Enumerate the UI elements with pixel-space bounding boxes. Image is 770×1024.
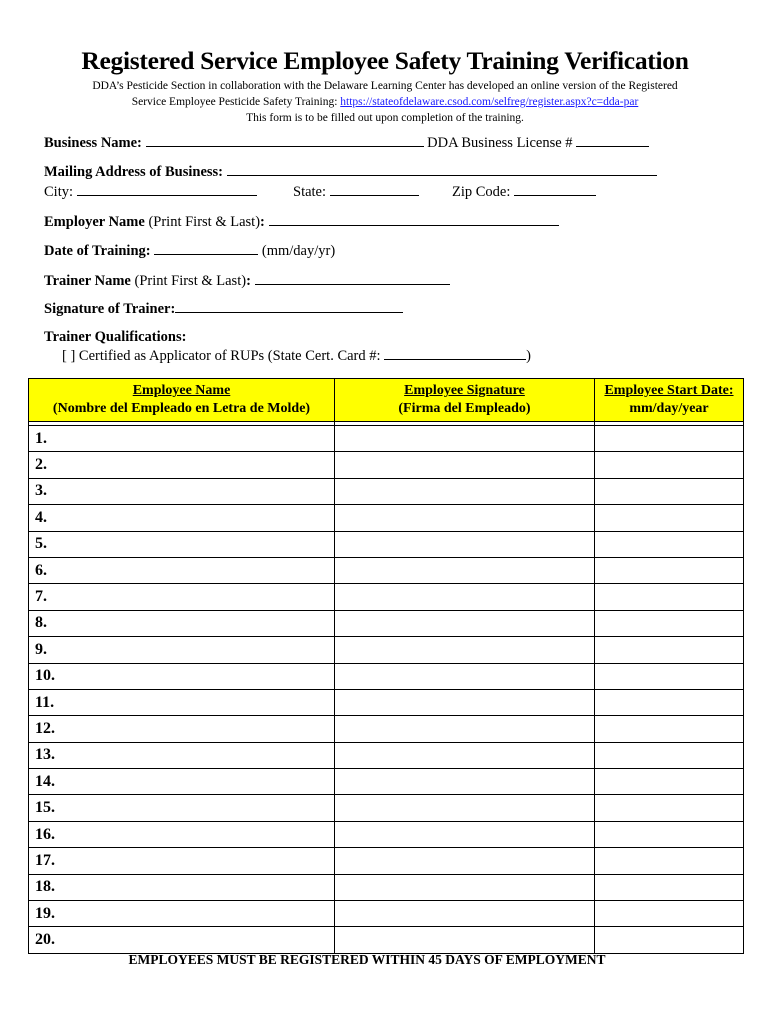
table-header-row <box>29 379 744 422</box>
mailing-address-row <box>44 163 657 181</box>
employee-signature-cell[interactable] <box>335 795 595 821</box>
employee-name-cell[interactable]: 14. <box>29 769 335 795</box>
mailing-address-field[interactable] <box>227 163 657 176</box>
employee-start-date-cell[interactable] <box>595 531 744 557</box>
employer-colon: : <box>260 214 265 230</box>
employee-name-cell[interactable]: 2. <box>29 452 335 478</box>
employee-signature-header <box>335 379 595 422</box>
employee-name-cell[interactable]: 9. <box>29 637 335 663</box>
employee-name-cell[interactable]: 15. <box>29 795 335 821</box>
employee-start-date-cell[interactable] <box>595 557 744 583</box>
business-name-label: Business Name: <box>44 135 142 151</box>
table-row <box>29 848 744 874</box>
employee-signature-cell[interactable] <box>335 426 595 452</box>
employee-start-date-cell[interactable] <box>595 610 744 636</box>
table-row <box>29 927 744 953</box>
signature-field[interactable] <box>175 300 403 313</box>
footer-notice: EMPLOYEES MUST BE REGISTERED WITHIN 45 DAYS OF EMPLOYMENT <box>128 952 606 967</box>
employee-start-date-cell[interactable] <box>595 716 744 742</box>
employee-start-date-cell[interactable] <box>595 584 744 610</box>
table-row <box>29 584 744 610</box>
employee-start-date-cell[interactable] <box>595 874 744 900</box>
employee-signature-cell[interactable] <box>335 452 595 478</box>
table-row <box>29 663 744 689</box>
state-label: State: <box>293 184 327 200</box>
registration-link[interactable]: https://stateofdelaware.csod.com/selfreg/register.aspx?c=dda-par <box>340 96 639 108</box>
qualifications-label: Trainer Qualifications: <box>44 329 187 345</box>
employee-start-date-cell[interactable] <box>595 689 744 715</box>
license-label: DDA Business License # <box>427 135 573 151</box>
employee-signature-cell[interactable] <box>335 769 595 795</box>
trainer-label: Trainer Name <box>44 273 131 289</box>
intro-line-1: DDA’s Pesticide Section in collaboration with the Delaware Learning Center has developed an online version of the Registered <box>92 80 678 92</box>
signature-row <box>44 300 403 318</box>
employee-start-date-cell[interactable] <box>595 769 744 795</box>
table-row <box>29 505 744 531</box>
employee-signature-cell[interactable] <box>335 478 595 504</box>
employee-name-cell[interactable]: 16. <box>29 821 335 847</box>
employee-name-cell[interactable]: 17. <box>29 848 335 874</box>
table-row <box>29 874 744 900</box>
zip-label: Zip Code: <box>452 184 511 200</box>
city-field[interactable] <box>77 183 257 196</box>
employee-name-cell[interactable]: 20. <box>29 927 335 953</box>
employee-signature-cell[interactable] <box>335 742 595 768</box>
employee-name-cell[interactable]: 13. <box>29 742 335 768</box>
employee-start-date-cell[interactable] <box>595 742 744 768</box>
date-label: Date of Training: <box>44 243 151 259</box>
employee-start-date-header-line1: Employee Start Date: <box>604 383 734 398</box>
employee-start-date-header <box>595 379 744 422</box>
employee-name-cell[interactable]: 18. <box>29 874 335 900</box>
employee-start-date-cell[interactable] <box>595 901 744 927</box>
employee-signature-cell[interactable] <box>335 901 595 927</box>
roster-body <box>29 422 744 954</box>
table-row <box>29 689 744 715</box>
employee-signature-cell[interactable] <box>335 927 595 953</box>
table-row <box>29 637 744 663</box>
date-row <box>44 242 335 260</box>
intro-line-3: This form is to be filled out upon completion of the training. <box>246 112 524 124</box>
employee-signature-cell[interactable] <box>335 637 595 663</box>
intro-text <box>0 78 770 126</box>
city-label: City: <box>44 184 74 200</box>
signature-label: Signature of Trainer: <box>44 301 176 317</box>
employee-signature-cell[interactable] <box>335 505 595 531</box>
employee-signature-cell[interactable] <box>335 716 595 742</box>
intro-line-2 <box>0 94 770 110</box>
table-row <box>29 716 744 742</box>
page-title: Registered Service Employee Safety Training Verification <box>81 46 689 75</box>
city-row <box>44 183 257 201</box>
employee-signature-cell[interactable] <box>335 663 595 689</box>
table-row <box>29 557 744 583</box>
certified-row <box>62 347 531 365</box>
employee-start-date-cell[interactable] <box>595 663 744 689</box>
table-row <box>29 426 744 452</box>
employee-start-date-header-line2: mm/day/year <box>629 401 709 416</box>
employee-start-date-cell[interactable] <box>595 426 744 452</box>
employee-start-date-cell[interactable] <box>595 452 744 478</box>
trainer-name-field[interactable] <box>255 272 450 285</box>
employer-label: Employer Name <box>44 214 145 230</box>
employee-roster-table <box>28 378 744 954</box>
mailing-address-label: Mailing Address of Business: <box>44 164 224 180</box>
date-format-hint: (mm/day/yr) <box>261 243 336 259</box>
employee-name-cell[interactable]: 19. <box>29 901 335 927</box>
employee-name-cell[interactable]: 6. <box>29 557 335 583</box>
employee-start-date-cell[interactable] <box>595 848 744 874</box>
employee-signature-cell[interactable] <box>335 584 595 610</box>
trainer-row <box>44 272 450 290</box>
intro-line-2-prefix: Service Employee Pesticide Safety Training: <box>131 96 341 108</box>
state-row <box>293 183 419 201</box>
employee-start-date-cell[interactable] <box>595 795 744 821</box>
cert-card-field[interactable] <box>384 347 526 360</box>
table-row <box>29 452 744 478</box>
employee-name-cell[interactable]: 10. <box>29 663 335 689</box>
table-row <box>29 531 744 557</box>
employee-name-cell[interactable]: 11. <box>29 689 335 715</box>
employee-signature-header-line1: Employee Signature <box>404 383 525 398</box>
table-row <box>29 478 744 504</box>
table-row <box>29 610 744 636</box>
employee-start-date-cell[interactable] <box>595 821 744 847</box>
employee-name-cell[interactable]: 3. <box>29 478 335 504</box>
employee-name-cell[interactable]: 12. <box>29 716 335 742</box>
employee-signature-cell[interactable] <box>335 689 595 715</box>
employee-name-cell[interactable]: 7. <box>29 584 335 610</box>
employer-hint: (Print First & Last) <box>148 214 261 230</box>
employer-row <box>44 213 559 231</box>
trainer-hint: (Print First & Last) <box>134 273 247 289</box>
table-row <box>29 769 744 795</box>
date-field[interactable] <box>154 242 258 255</box>
employee-name-cell[interactable]: 1. <box>29 426 335 452</box>
employee-name-header-line1: Employee Name <box>132 383 231 398</box>
employee-signature-cell[interactable] <box>335 610 595 636</box>
employee-signature-cell[interactable] <box>335 848 595 874</box>
employee-name-header-line2: (Nombre del Empleado en Letra de Molde) <box>52 401 311 416</box>
business-name-field[interactable] <box>146 134 424 147</box>
employee-signature-cell[interactable] <box>335 531 595 557</box>
employee-signature-cell[interactable] <box>335 874 595 900</box>
employee-name-cell[interactable]: 8. <box>29 610 335 636</box>
business-name-row <box>44 134 649 152</box>
employee-start-date-cell[interactable] <box>595 637 744 663</box>
table-row <box>29 795 744 821</box>
license-field[interactable] <box>576 134 649 147</box>
table-row <box>29 742 744 768</box>
state-field[interactable] <box>330 183 419 196</box>
employee-start-date-cell[interactable] <box>595 927 744 953</box>
trainer-colon: : <box>246 273 251 289</box>
employee-signature-header-line2: (Firma del Empleado) <box>398 401 531 416</box>
table-row <box>29 901 744 927</box>
employee-name-header <box>29 379 335 422</box>
certified-checkbox-text[interactable]: [ ] Certified as Applicator of RUPs (State Cert. Card #: <box>62 348 381 364</box>
employee-start-date-cell[interactable] <box>595 478 744 504</box>
certified-close: ) <box>526 348 532 364</box>
zip-field[interactable] <box>514 183 596 196</box>
employee-name-cell[interactable]: 5. <box>29 531 335 557</box>
table-row <box>29 821 744 847</box>
zip-row <box>452 183 596 201</box>
employer-name-field[interactable] <box>269 213 559 226</box>
employee-start-date-cell[interactable] <box>595 505 744 531</box>
employee-signature-cell[interactable] <box>335 821 595 847</box>
qualifications-row <box>44 329 186 346</box>
employee-name-cell[interactable]: 4. <box>29 505 335 531</box>
employee-signature-cell[interactable] <box>335 557 595 583</box>
